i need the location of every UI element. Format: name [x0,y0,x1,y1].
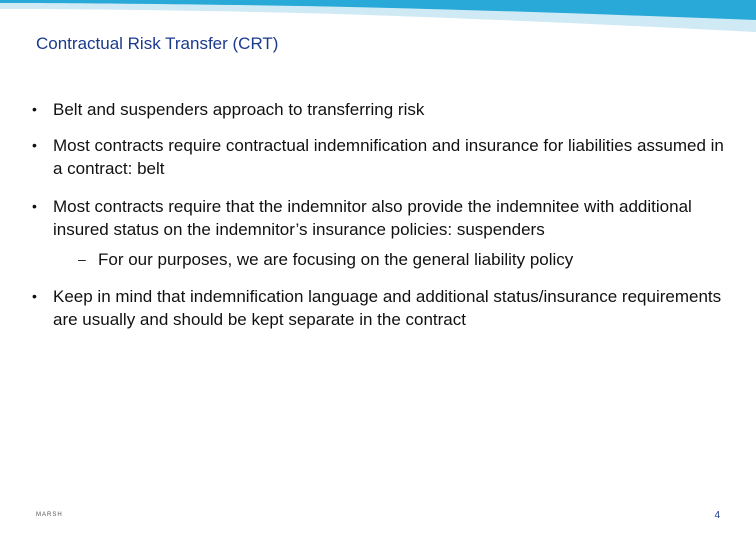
page-number: 4 [714,510,720,521]
bullet-text: Most contracts require that the indemnitor also provide the indemnitee with additional insured status on the indemnitor’s insurance policies: suspenders [53,197,692,239]
bullet-item [30,134,730,180]
sub-bullet-item [53,248,730,271]
bullet-marker: • [32,288,37,304]
slide-title: Contractual Risk Transfer (CRT) [36,34,279,53]
bullet-marker: • [32,198,37,214]
bullet-item [30,98,730,121]
marsh-logo: MARSH [36,512,63,518]
bullet-marker: • [32,137,37,153]
bullet-text: Most contracts require contractual indemnification and insurance for liabilities assumed in a contract: belt [53,136,724,178]
sub-bullet-text: For our purposes, we are focusing on the general liability policy [98,250,574,269]
bullet-list [30,98,730,343]
bullet-marker: • [32,101,37,117]
bullet-item [30,285,730,331]
sub-bullet-marker: – [78,251,86,267]
bullet-text: Belt and suspenders approach to transferring risk [53,100,425,119]
bullet-text: Keep in mind that indemnification language and additional status/insurance requirements are usually and should be kept separate in the contract [53,287,722,329]
bullet-item [30,195,730,271]
